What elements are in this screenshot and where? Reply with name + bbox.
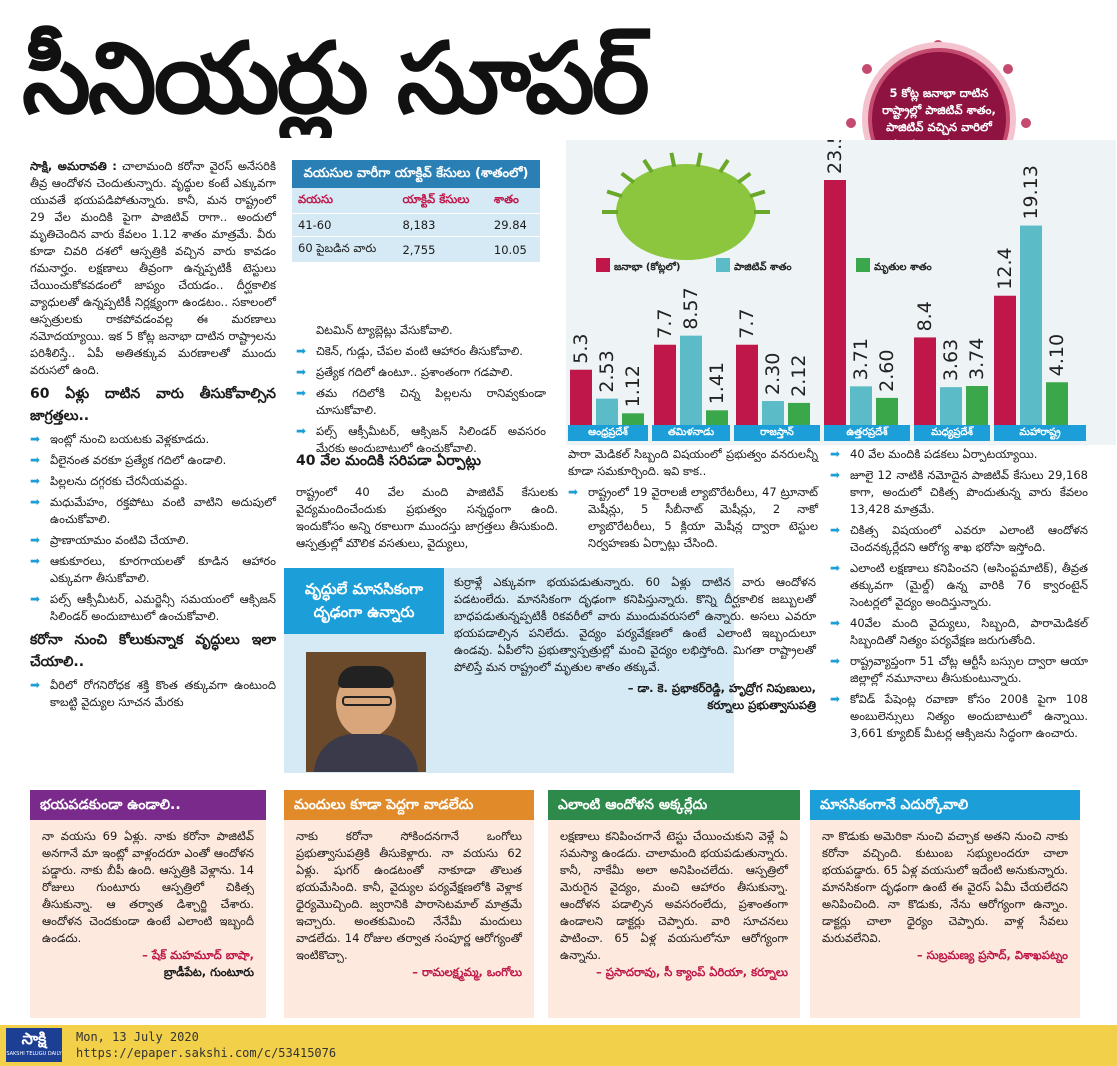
intro-paragraph <box>30 158 276 379</box>
bar <box>940 387 962 425</box>
chart-column-text <box>568 446 818 556</box>
table-cell: 41-60 <box>292 214 396 237</box>
table-header-row <box>292 188 540 214</box>
arrow-icon: ➡ <box>830 654 841 668</box>
hair-shape <box>338 666 394 688</box>
table-cell: 29.84 <box>488 214 540 237</box>
arrow-icon: ➡ <box>296 386 307 400</box>
doctor-photo <box>306 652 426 772</box>
arrow-icon: ➡ <box>30 592 41 606</box>
testimonial-title: ఎలాంటి ఆందోళన అక్కర్లేదు <box>548 790 800 820</box>
arrow-icon: ➡ <box>296 344 307 358</box>
data-label: 8.57 <box>680 287 702 330</box>
quote-box-title: వృద్ధులే మానసికంగా దృఢంగా ఉన్నారు <box>284 568 444 634</box>
chart-column-list <box>568 484 818 552</box>
bar <box>680 336 702 425</box>
data-label: 5.3 <box>570 333 592 364</box>
bar <box>706 410 728 425</box>
arrow-icon: ➡ <box>296 365 307 379</box>
arrow-icon: ➡ <box>30 554 41 568</box>
right-column <box>830 446 1088 746</box>
arrow-icon: ➡ <box>30 432 41 446</box>
arrow-icon: ➡ <box>830 692 841 706</box>
list-item: ➡ పల్స్ ఆక్సీమీటర్, ఆక్సిజన్ సిలిండర్ అవసరం మేరకు అందుబాటులో ఉంచుకోవాలి. <box>296 424 546 455</box>
data-label: 3.74 <box>966 337 988 381</box>
list-item: ➡ ప్రాణాయామం వంటివి చేయాలి. <box>30 533 190 547</box>
data-label: 4.10 <box>1046 333 1068 377</box>
testimonial-box-3 <box>548 790 800 1018</box>
list-item: ➡ వీలైనంత వరకూ ప్రత్యేక గదిలో ఉండాలి. <box>30 453 227 467</box>
testimonial-text: నా కొడుకు అమెరికా నుంచి వచ్చాక అతని నుంచి నాకు కరోనా వచ్చింది. కుటుంబ సభ్యులందరూ చాలా భయపడ్డారు. 65 ఏళ్ల వయసులో ఇదేంటి అనుకున్నారు. మానసికంగా దృఢంగా ఉంటే ఈ వైరస్ ఏమీ చేయలేదని అనిపించింది. నా కొడుకు, నేను ఆరోగ్యంగా ఉన్నాం. డాక్టర్లు చాలా ధైర్యం చెప్పారు. వాళ్ల సేవలు మరువలేనివి. <box>822 829 1068 945</box>
headline: సీనియర్లు సూపర్ <box>22 22 647 136</box>
data-label: 8.4 <box>914 301 936 332</box>
bar <box>824 180 846 425</box>
elders-list <box>30 677 276 711</box>
list-item: ➡ ఎలాంటి లక్షణాలు కనిపించని (అసింప్టమాటిక్), తీవ్రత తక్కువగా (మైల్డ్) ఉన్న వారికి 76 క్వారంటైన్ సెంటర్లలో వైద్యం అందిస్తున్నారు. <box>830 561 1088 609</box>
legend-swatch <box>716 258 730 272</box>
legend-label: మృతుల శాతం <box>874 262 932 273</box>
list-item: ➡ రాష్ట్రంలో 19 వైరాలజీ ల్యాబొరేటరీలు, 47 ట్రూనాట్ మెషీన్లు, 5 సీబీనాట్ మెషీన్లు, 2 నాకో ల్యాబొరేటరీలు, 5 క్లియా మెషీన్ల ద్వారా టెస్టుల నిర్వహణకు ఏర్పాట్లు చేసింది. <box>568 485 818 550</box>
virus-spike <box>698 153 701 167</box>
list-item: ➡ మధుమేహం, రక్తపోటు వంటి వాటిని అదుపులో ఉంచుకోవాలి. <box>30 495 276 526</box>
testimonial-text: నాకు కరోనా సోకిందనగానే ఒంగోలు ప్రభుత్వాసుపత్రికి తీసుకెళ్లారు. నా వయసు 62 ఏళ్లు. షుగర్ ఉండటంతో నాకూడా తొలుత భయమేసింది. కానీ, వైద్యుల పర్యవేక్షణలోకి వెళ్లాక ధైర్యమొచ్చింది. జ్వరానికి పారాసెటమాల్ మాత్రమే ఇచ్చారు. అంతకుమించి నేనేమీ మందులు వాడలేదు. 14 రోజుల తర్వాత సంపూర్ణ ఆరోగ్యంతో ఇంటికొచ్చా. <box>296 829 522 962</box>
elders-heading: కరోనా నుంచి కోలుకున్నాక వృద్ధులు ఇలా చేయాలి.. <box>30 632 276 670</box>
bar <box>596 399 618 425</box>
data-label: 3.71 <box>850 338 872 381</box>
virus-spike <box>671 153 674 167</box>
testimonial-text: లక్షణాలు కనిపించగానే టెస్టు చేయించుకుని వెళ్లే ఏ సమస్యా ఉండదు. చాలామంది భయపడుతున్నారు. కానీ, నాకేమీ అలా అనిపించలేదు. ఆస్పత్రిలో మెరుగైన వైద్యం, మంచి ఆహారం తీసుకున్నా. ఆందోళన పడాల్సిన అవసరంలేదు, ప్రశాంతంగా ఉండాలని డాక్టర్లు చెప్పారు. వారి సూచనలు పాటించా. 65 ఏళ్ల వయసులోనూ ఆరోగ్యంగా ఉన్నాను. <box>560 829 788 962</box>
category-label: మధ్యప్రదేశ్ <box>914 425 990 441</box>
data-label: 3.63 <box>940 338 962 382</box>
list-item: ➡ చికెన్, గుడ్లు, చేపల వంటి ఆహారం తీసుకోవాలి. <box>296 344 523 358</box>
chart-column-paragraph: పారా మెడికల్ సిబ్బంది విషయంలో ప్రభుత్వం వనరులన్నీ కూడా సమకూర్చింది. ఇవి కాక.. <box>568 447 818 478</box>
table-header-cell: శాతం <box>488 188 540 214</box>
data-label: 2.60 <box>876 349 898 392</box>
bar-chart <box>566 140 1116 445</box>
middle-list <box>296 343 546 457</box>
testimonial-box-4 <box>810 790 1080 1018</box>
bar <box>570 370 592 425</box>
data-label: 2.12 <box>788 354 810 397</box>
bar <box>994 296 1016 425</box>
arrow-icon: ➡ <box>30 495 41 509</box>
list-item: ➡ పిల్లలను దగ్గరకు చేరనీయవద్దు. <box>30 474 188 488</box>
dateline: సాక్షి, అమరావతి : <box>30 159 117 173</box>
arrow-icon: ➡ <box>830 561 841 575</box>
list-item: ➡ వీరిలో రోగనిరోధక శక్తి కొంత తక్కువగా ఉంటుంది కాబట్టి వైద్యుల సూచన మేరకు <box>30 678 276 709</box>
table-header-cell: యాక్టివ్ కేసులు <box>396 188 487 214</box>
arrow-icon: ➡ <box>830 468 841 482</box>
arrow-icon: ➡ <box>30 678 41 692</box>
testimonial-body <box>284 820 534 1018</box>
testimonial-body <box>810 820 1080 1018</box>
data-label: 23.5 <box>824 140 846 174</box>
arrow-icon: ➡ <box>830 616 841 630</box>
quote-text: కుర్రాళ్లే ఎక్కువగా భయపడుతున్నారు. 60 ఏళ్లు దాటిన వారు ఆందోళన పడటంలేదు. మానసికంగా దృఢంగా కనిపిస్తున్నారు. కొన్ని దీర్ఘకాలిక జబ్బులతో బాధపడుతున్నప్పటికీ రికవరీలో వారు ముందువరుసలో ఉన్నారు. అసలు ఎవరూ భయపడాల్సిన పనిలేదు. వైద్యం పర్యవేక్షణలో ఉంటే ఎలాంటి ఇబ్బందులూ ఉండవు. ఏపీలోని ప్రభుత్వాస్పత్రుల్లో మంచి వైద్యం లభిస్తోంది. మిగతా రాష్ట్రాలతో పోలిస్తే మన రాష్ట్రంలో మృతుల శాతం తక్కువే. <box>454 575 816 674</box>
arrangements-heading: 40 వేల మందికి సరిపడా ఏర్పాట్లు <box>296 453 482 469</box>
list-item: ➡ కోవిడ్ పేషెంట్ల రవాణా కోసం 200కి పైగా 108 అంబులెన్సులు నిత్యం అందుబాటులో ఉన్నాయి. 3,661 క్యూబిక్ మీటర్ల ఆక్సిజను సిద్ధంగా ఉంచారు. <box>830 692 1088 740</box>
category-label: తమిళనాడు <box>652 425 730 441</box>
data-label: 7.7 <box>654 308 676 339</box>
quote-signature-place: కర్నూలు ప్రభుత్వాసుపత్రి <box>707 698 816 712</box>
left-column <box>30 158 276 715</box>
badge-text: 5 కోట్ల జనాభా దాటిన రాష్ట్రాల్లో పాజిటివ్ శాతం, పాజిటివ్ వచ్చిన వారిలో <box>882 86 996 134</box>
bar <box>914 337 936 425</box>
list-item: ➡ 40వేల మంది వైద్యులు, సిబ్బంది, పారామెడికల్ సిబ్బందితో నిత్యం పర్యవేక్షణ జరుగుతోంది. <box>830 616 1088 647</box>
testimonial-body <box>548 820 800 1018</box>
care-heading: 60 ఏళ్లు దాటిన వారు తీసుకోవాల్సిన జాగ్రత్తలు.. <box>30 386 276 424</box>
category-label: ఆంధ్రప్రదేశ్ <box>568 425 648 441</box>
table-header-cell: వయసు <box>292 188 396 214</box>
arrow-icon: ➡ <box>30 453 41 467</box>
table-row <box>292 237 540 263</box>
age-table-title: వయసుల వారీగా యాక్టివ్ కేసులు (శాతంలో) <box>292 160 540 188</box>
legend-swatch <box>856 258 870 272</box>
list-item: ➡ జూలై 12 నాటికి నమోదైన పాజిటివ్ కేసులు 29,168 కాగా, అందులో చికిత్స పొందుతున్న వారు కేవలం 13,428 మాత్రమే. <box>830 468 1088 516</box>
footer-date: Mon, 13 July 2020 <box>76 1030 199 1044</box>
care-list <box>30 431 276 625</box>
testimonial-body <box>30 820 266 1018</box>
table-cell: 8,183 <box>396 214 487 237</box>
testimonial-text: నా వయసు 69 ఏళ్లు. నాకు కరోనా పాజిటివ్ అనగానే మా ఇంట్లో వాళ్లందరూ ఎంతో ఆందోళన పడ్డారు. నాకు బీపీ ఉంది. ఆస్పత్రికి వెళ్లాను. 14 రోజులు గుంటూరు ఆస్పత్రిలో చికిత్స తీసుకున్నా. ఆ తర్వాత డిశ్చార్జి చేశారు. ఆందోళన చెందకుండా ఉంటే ఎలాంటి ఇబ్బందీ ఉండదు. <box>42 829 254 945</box>
testimonial-signature: – షేక్ మహమూద్ బాషా, <box>142 948 254 962</box>
bar <box>762 401 784 425</box>
testimonial-box-1 <box>30 790 266 1018</box>
arrow-icon: ➡ <box>830 447 841 461</box>
arrow-icon: ➡ <box>30 533 41 547</box>
table-cell: 10.05 <box>488 237 540 263</box>
list-item: ➡ 40 వేల మందికి పడకలు ఏర్పాటయ్యాయి. <box>830 447 1038 461</box>
table-cell: 2,755 <box>396 237 487 263</box>
arrow-icon: ➡ <box>296 424 307 438</box>
chart-svg <box>566 140 1116 445</box>
middle-column <box>296 322 546 461</box>
footer-bar <box>0 1025 1117 1066</box>
bar <box>736 345 758 425</box>
bar <box>966 386 988 425</box>
logo-text: సాక్షి <box>21 1029 47 1048</box>
sakshi-logo <box>6 1028 62 1062</box>
category-label: రాజస్తాన్ <box>734 425 820 441</box>
list-item: ➡ రాష్ట్రవ్యాప్తంగా 51 చోట్ల ఆర్టీసీ బస్సుల ద్వారా ఆయా జిల్లాల్లో నమూనాలు తీసుకుంటున్నారు. <box>830 654 1088 685</box>
bar <box>850 386 872 425</box>
arrow-icon: ➡ <box>830 523 841 537</box>
list-item: ➡ ప్రత్యేక గదిలో ఉంటూ.. ప్రశాంతంగా గడపాలి. <box>296 365 514 379</box>
testimonial-signature: – సుబ్రమణ్య ప్రసాద్, విశాఖపట్నం <box>916 948 1068 962</box>
testimonial-signature: – ప్రసాదరావు, సీ క్యాంప్ ఏరియా, కర్నూలు <box>596 965 788 979</box>
logo-subtext: SAKSHI TELUGU DAILY <box>6 1051 62 1057</box>
testimonial-box-2 <box>284 790 534 1018</box>
bar <box>1046 382 1068 425</box>
data-label: 2.30 <box>762 352 784 396</box>
testimonial-signature: – రామలక్ష్మమ్మ, ఒంగోలు <box>412 965 522 979</box>
footer-url[interactable]: https://epaper.sakshi.com/c/53415076 <box>76 1046 337 1060</box>
data-label: 19.13 <box>1020 165 1042 220</box>
table-cell: 60 పైబడిన వారు <box>292 237 396 263</box>
data-label: 1.12 <box>622 365 644 408</box>
bar <box>654 345 676 425</box>
arrow-icon: ➡ <box>30 474 41 488</box>
data-label: 7.7 <box>736 308 758 339</box>
glasses-shape <box>342 696 392 706</box>
bar <box>1020 226 1042 425</box>
testimonial-title: మానసికంగానే ఎదుర్కోవాలి <box>810 790 1080 820</box>
list-item: ➡ ఇంట్లో నుంచి బయటకు వెళ్లకూడదు. <box>30 432 210 446</box>
list-item: ➡ ఆకుకూరలు, కూరగాయలతో కూడిన ఆహారం ఎక్కువగా తీసుకోవాలి. <box>30 554 276 585</box>
category-label: మహారాష్ట్ర <box>994 425 1086 441</box>
quote-signature: – డా. కె. ప్రభాకర్‌రెడ్డి, హృద్రోగ నిపుణులు, <box>627 681 816 695</box>
middle-lead: విటమిన్ ట్యాబ్లెట్లు వేసుకోవాలి. <box>316 323 453 337</box>
data-label: 2.53 <box>596 350 618 393</box>
right-list <box>830 446 1088 742</box>
testimonial-title: భయపడకుండా ఉండాలి.. <box>30 790 266 820</box>
intro-text: చాలామంది కరోనా వైరస్ అనేసరికి తీవ్ర ఆందోళన చెందుతున్నారు. వృద్ధుల కంటే ఎక్కువగా యువతే భయపడిపోతున్నారు. కానీ, మన రాష్ట్రంలో 29 వేల మందికి పైగా పాజిటివ్ రాగా.. అందులో మృతిచెందిన వారు కేవలం 1.12 శాతం మాత్రమే. వీరు కూడా చివరి దశలో ఆస్పత్రికి వచ్చిన వారు కావడం గమనార్హం. లక్షణాలు తీవ్రంగా ఉన్నప్పటికీ టెస్టులు చేయించుకోకవడంలో జాప్యం చేయడం.. దీర్ఘకాలిక వ్యాధులతో ఉన్నప్పటికీ నిర్లక్ష్యంగా ఉండటం.. సకాలంలో ఆస్పత్రులకు రాకపోవడంవల్ల ఈ మరణాలు నమోదయ్యాయి. ఇక 5 కోట్ల జనాభా దాటిన రాష్ట్రాలను పరిశీలిస్తే.. ఏపీ అతితక్కువ మరణాలతో ముందు వరుసలో ఉంది. <box>30 159 276 377</box>
age-table-block <box>292 160 540 263</box>
testimonial-title: మందులు కూడా పెద్దగా వాడలేదు <box>284 790 534 820</box>
data-label: 1.41 <box>706 361 728 405</box>
quote-text-block <box>454 574 816 714</box>
legend-swatch <box>596 258 610 272</box>
age-table <box>292 188 540 263</box>
list-item: ➡ తమ గదిలోకి చిన్న పిల్లలను రానివ్వకుండా చూసుకోవాలి. <box>296 386 546 417</box>
bar <box>788 403 810 425</box>
table-row <box>292 214 540 237</box>
legend-label: పాజిటివ్ శాతం <box>734 262 792 273</box>
virus-illustration <box>616 164 756 260</box>
arrow-icon: ➡ <box>568 485 579 499</box>
category-label: ఉత్తరప్రదేశ్ <box>824 425 910 441</box>
legend-label: జనాభా (కోట్లలో) <box>614 262 681 273</box>
arrangements-text: రాష్ట్రంలో 40 వేల మంది పాజిటివ్ కేసులకు వైద్యమందించేందుకు ప్రభుత్వం సన్నద్ధంగా ఉంది. ఇందుకోసం అన్ని రకాలుగా ముందస్తు జాగ్రత్తలు తీసుకుంది. ఆస్పత్రుల్లో మౌలిక వసతులు, వైద్యులు, <box>296 485 558 550</box>
list-item: ➡ చికిత్స విషయంలో ఎవరూ ఎలాంటి ఆందోళన చెందనక్కర్లేదని ఆరోగ్య శాఖ భరోసా ఇస్తోంది. <box>830 523 1088 554</box>
testimonial-place: బ్రాడీపేట, గుంటూరు <box>163 965 254 979</box>
bar <box>876 398 898 425</box>
list-item: ➡ పల్స్ ఆక్సీమీటర్, ఎమర్జెన్సీ సమయంలో ఆక్సిజన్ సిలిండర్ అందుబాటులో ఉంచుకోవాలి. <box>30 592 276 623</box>
shoulders-shape <box>314 734 418 772</box>
quote-block <box>284 568 824 773</box>
bar <box>622 413 644 425</box>
data-label: 12.4 <box>994 247 1016 290</box>
